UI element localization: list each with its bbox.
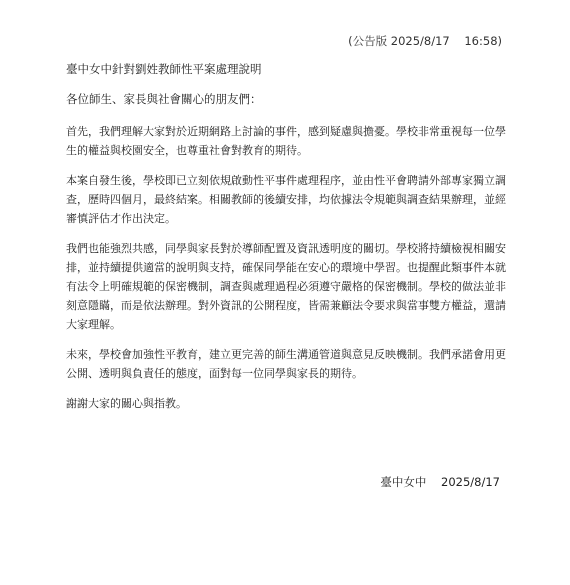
announcement-timestamp: (公告版 2025/8/17 16:58): [348, 34, 502, 48]
document-body: [66, 62, 506, 413]
closing-line: 謝謝大家的關心與指教。: [66, 397, 187, 410]
greeting: 各位師生、家長與社會關心的朋友們：: [66, 92, 262, 106]
signature: 臺中女中 2025/8/17: [380, 475, 500, 489]
paragraph-3: 我們也能強烈共感，同學與家長對於導師配置及資訊透明度的關切。學校將持續檢視相關安排，並持續提供適當的說明與支持，確保同學能在安心的環境中學習。也提醒此類事件本就有法令上明確規範的保密機制，調查與處理過程必須遵守嚴格的保密機制。學校的做法並非刻意隱瞞，而是依法辦理。對外資訊的公開程度，皆需兼顧法令要求與當事雙方權益，還請大家理解。: [66, 242, 506, 331]
paragraph-1: 首先，我們理解大家對於近期網路上討論的事件，感到疑慮與擔憂。學校非常重視每一位學生的權益與校園安全，也尊重社會對教育的期待。: [66, 125, 506, 157]
paragraph-2: 本案自發生後，學校即已立刻依規啟動性平事件處理程序，並由性平會聘請外部專家獨立調查，歷時四個月，最終結案。相關教師的後續安排，均依據法令規範與調查結果辦理，並經審慎評估才作出決定。: [66, 174, 506, 225]
document-title: 臺中女中針對劉姓教師性平案處理說明: [66, 62, 262, 76]
paragraph-4: 未來，學校會加強性平教育，建立更完善的師生溝通管道與意見反映機制。我們承諾會用更公開、透明與負責任的態度，面對每一位同學與家長的期待。: [66, 348, 506, 380]
